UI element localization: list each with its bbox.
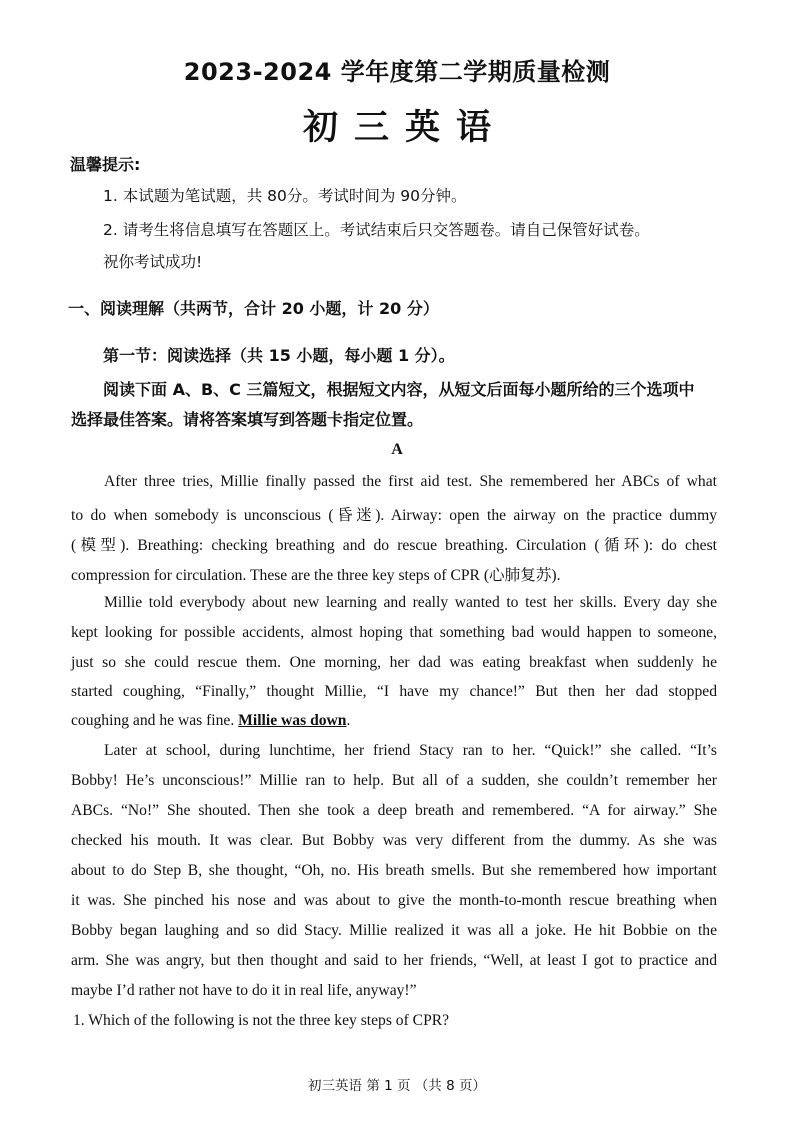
passage-line: Millie told everybody about new learning and really wanted to test her skills. Every day she	[104, 594, 717, 611]
passage-line: started coughing, “Finally,” thought Millie, “I have my chance!” But then her dad stopped	[71, 683, 717, 700]
instruction-line-2: 选择最佳答案。请将答案填写到答题卡指定位置。	[71, 410, 424, 429]
passage-letter: A	[391, 441, 403, 458]
passage-line: checked his mouth. It was clear. But Bobby was very different from the dummy. As she was	[71, 832, 717, 849]
underlined-phrase: Millie was down	[238, 712, 347, 729]
passage-line: kept looking for possible accidents, almost hoping that something bad would happen to someone,	[71, 624, 717, 641]
passage-line: ABCs. “No!” She shouted. Then she took a deep breath and remembered. “A for airway.” She	[71, 802, 717, 819]
tip-item-2: 2. 请考生将信息填写在答题区上。考试结束后只交答题卷。请自己保管好试卷。	[103, 221, 650, 239]
part-heading: 第一节：阅读选择（共 15 小题，每小题 1 分）。	[103, 346, 455, 365]
passage-line: After three tries, Millie finally passed the first aid test. She remembered her ABCs of what	[104, 473, 717, 490]
passage-line: Bobby! He’s unconscious!” Millie ran to help. But all of a sudden, she couldn’t remember her	[71, 772, 717, 789]
passage-line: it was. She pinched his nose and was about to give the month-to-month rescue breathing when	[71, 892, 717, 909]
exam-title: 2023-2024 学年度第二学期质量检测	[183, 58, 611, 86]
tip-item-1: 1. 本试题为笔试题，共 80分。考试时间为 90分钟。	[103, 187, 467, 205]
passage-line: (模型). Breathing: checking breathing and do rescue breathing. Circulation (循环): do chest	[71, 537, 717, 554]
passage-line: Bobby began laughing and so did Stacy. Millie realized it was all a joke. He hit Bobbie on the	[71, 922, 717, 939]
instruction-line-1: 阅读下面 A、B、C 三篇短文，根据短文内容，从短文后面每小题所给的三个选项中	[103, 380, 695, 399]
passage-line: maybe I’d rather not have to do it in real life, anyway!”	[71, 982, 417, 999]
passage-line: arm. She was angry, but then thought and said to her friends, “Well, at least I got to practice and	[71, 952, 717, 969]
question-1: 1. Which of the following is not the three key steps of CPR?	[73, 1012, 450, 1029]
exam-subject: 初三英语	[302, 108, 507, 148]
passage-line: just so she could rescue them. One morning, her dad was eating breakfast when suddenly he	[71, 654, 717, 671]
passage-line: to do when somebody is unconscious (昏迷). Airway: open the airway on the practice dummy	[71, 507, 717, 524]
passage-line: coughing and he was fine. Millie was down.	[71, 712, 351, 729]
passage-line-text: coughing and he was fine.	[71, 712, 235, 729]
tips-label: 温馨提示:	[70, 155, 141, 174]
passage-line: about to do Step B, she thought, “Oh, no. His breath smells. But she remembered how important	[71, 862, 717, 879]
tip-item-3: 祝你考试成功!	[103, 253, 203, 271]
page-footer: 初三英语 第 1 页 （共 8 页）	[308, 1078, 486, 1094]
passage-line: Later at school, during lunchtime, her friend Stacy ran to her. “Quick!” she called. “It’s	[104, 742, 717, 759]
section-heading: 一、阅读理解（共两节，合计 20 小题，计 20 分）	[68, 299, 439, 318]
passage-line: compression for circulation. These are the three key steps of CPR (心肺复苏).	[71, 567, 561, 584]
